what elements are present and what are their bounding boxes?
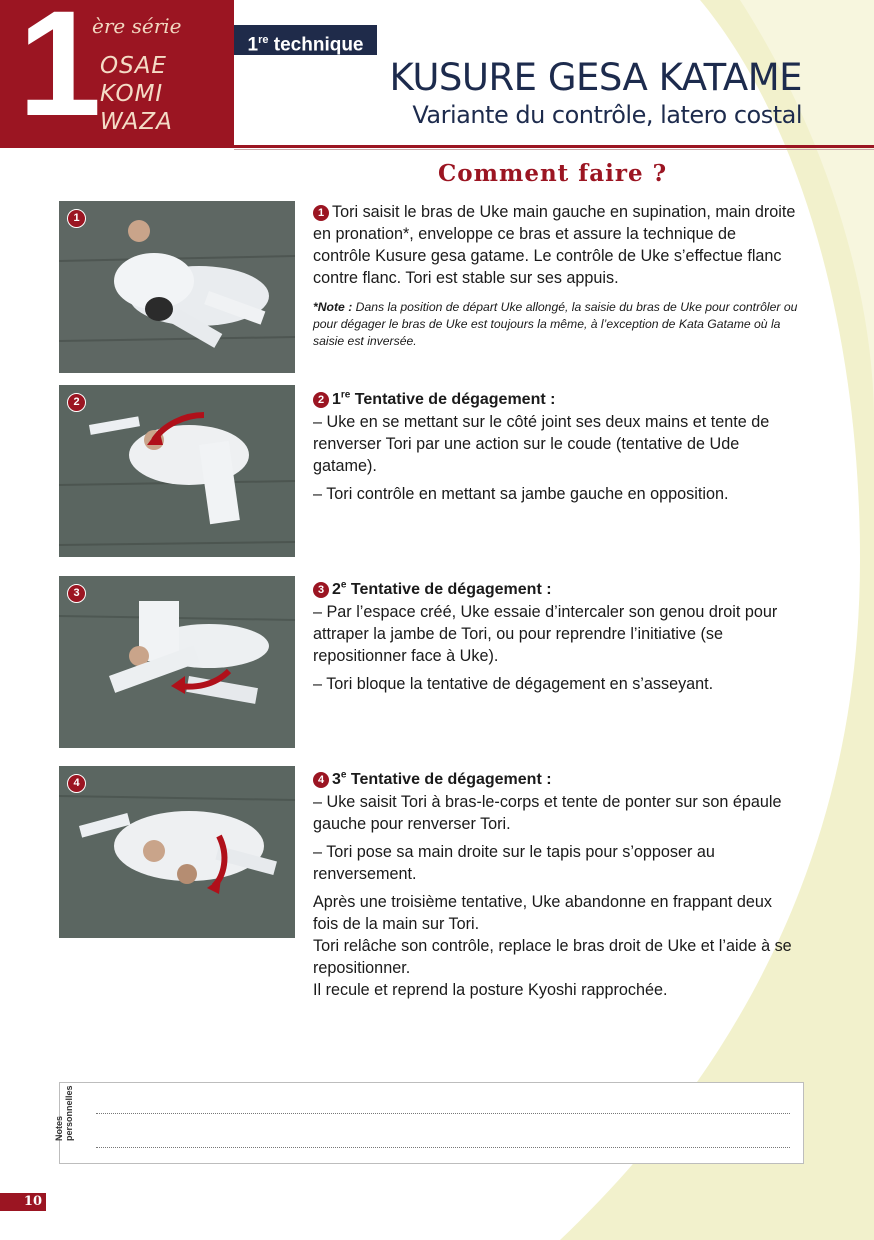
personal-notes-box	[54, 1082, 804, 1164]
step-line: – Uke en se mettant sur le côté joint ses deux mains et tente de renverser Tori par une action sur le coude (tentative de Ude gatame).	[313, 413, 770, 476]
note-text: Dans la position de départ Uke allongé, la saisie du bras de Uke pour contrôler ou pour dégager le bras de Uke est toujours la même, à l’exception de Kata Gatame où la saisie est inversée.	[313, 300, 798, 348]
step-intro: Tori saisit le bras de Uke main gauche en supination, main droite en pronation*, enveloppe ce bras et assure la technique de contrôle Kusure gesa gatame. Le contrôle de Uke s’effectue flanc contre flanc. Tori est stable sur ses appuis.	[313, 203, 796, 287]
step-outro: Tori relâche son contrôle, replace le bras droit de Uke et l’aide à se repositionner.	[313, 937, 792, 978]
step-note	[313, 299, 798, 350]
step-title	[313, 765, 798, 791]
series-label: ère série	[92, 14, 182, 38]
series-name-line: OSAE	[100, 53, 167, 79]
notes-line[interactable]	[96, 1113, 790, 1114]
notes-line[interactable]	[96, 1147, 790, 1148]
series-number: 1	[18, 0, 98, 147]
photo-step-2	[59, 385, 295, 557]
header-divider	[234, 145, 874, 148]
notes-label	[54, 1049, 74, 1141]
photo-badge: 1	[67, 209, 86, 228]
attempt-number: 3	[332, 771, 341, 789]
attempt-sup: re	[340, 390, 351, 401]
step-outro: Il recule et reprend la posture Kyoshi rapprochée.	[313, 981, 668, 1000]
step-outro: Après une troisième tentative, Uke abandonne en frappant deux fois de la main sur Tori.	[313, 893, 772, 934]
photo-badge: 2	[67, 393, 86, 412]
page-subtitle: Variante du contrôle, latero costal	[412, 101, 802, 129]
series-block	[0, 0, 234, 148]
step-line: – Tori pose sa main droite sur le tapis pour s’opposer au renversement.	[313, 843, 715, 884]
technique-sup: re	[258, 34, 269, 46]
photo-judo-scene	[59, 576, 295, 748]
step-3-text	[313, 575, 798, 701]
step-number: 1	[313, 205, 329, 221]
step-number: 4	[313, 772, 329, 788]
page-title: KUSURE GESA KATAME	[389, 56, 802, 99]
series-name	[100, 52, 173, 136]
technique-label: technique	[273, 34, 364, 56]
notes-label-line: Notes	[54, 1115, 64, 1141]
photo-step-1	[59, 201, 295, 373]
attempt-number: 2	[332, 581, 341, 599]
step-number: 2	[313, 392, 329, 408]
step-number: 3	[313, 582, 329, 598]
series-name-line: WAZA	[100, 109, 173, 135]
series-name-line: KOMI	[100, 81, 164, 107]
photo-badge: 4	[67, 774, 86, 793]
note-label: *Note :	[313, 300, 353, 314]
step-1-text	[313, 201, 798, 350]
step-line: – Par l’espace créé, Uke essaie d’intercaler son genou droit pour attraper la jambe de Tori, ou pour reprendre l’initiative (se repositionner face à Uke).	[313, 603, 778, 666]
step-line: – Tori contrôle en mettant sa jambe gauche en opposition.	[313, 485, 729, 504]
section-heading: Comment faire ?	[438, 160, 668, 187]
step-line: – Tori bloque la tentative de dégagement en s’asseyant.	[313, 675, 714, 694]
step-paragraph	[313, 201, 798, 289]
notes-label-line: personnelles	[64, 1085, 74, 1141]
step-2-text	[313, 385, 798, 511]
photo-judo-scene	[59, 766, 295, 938]
step-title	[313, 385, 798, 411]
photo-judo-scene	[59, 201, 295, 373]
photo-step-4	[59, 766, 295, 938]
step-title	[313, 575, 798, 601]
photo-badge: 3	[67, 584, 86, 603]
attempt-title: Tentative de dégagement :	[346, 771, 552, 789]
photo-step-3	[59, 576, 295, 748]
attempt-sup: e	[340, 770, 347, 781]
photo-judo-scene	[59, 385, 295, 557]
step-4-text	[313, 765, 798, 1001]
attempt-title: Tentative de dégagement :	[346, 581, 552, 599]
attempt-title: Tentative de dégagement :	[350, 391, 556, 409]
step-line: – Uke saisit Tori à bras-le-corps et tente de ponter sur son épaule gauche pour renverser Tori.	[313, 793, 782, 834]
technique-number: 1	[247, 34, 259, 56]
attempt-sup: e	[340, 580, 347, 591]
technique-tag	[234, 25, 377, 55]
attempt-number: 1	[332, 391, 341, 409]
page-number: 10	[0, 1193, 46, 1211]
header-divider-thin	[234, 149, 874, 150]
